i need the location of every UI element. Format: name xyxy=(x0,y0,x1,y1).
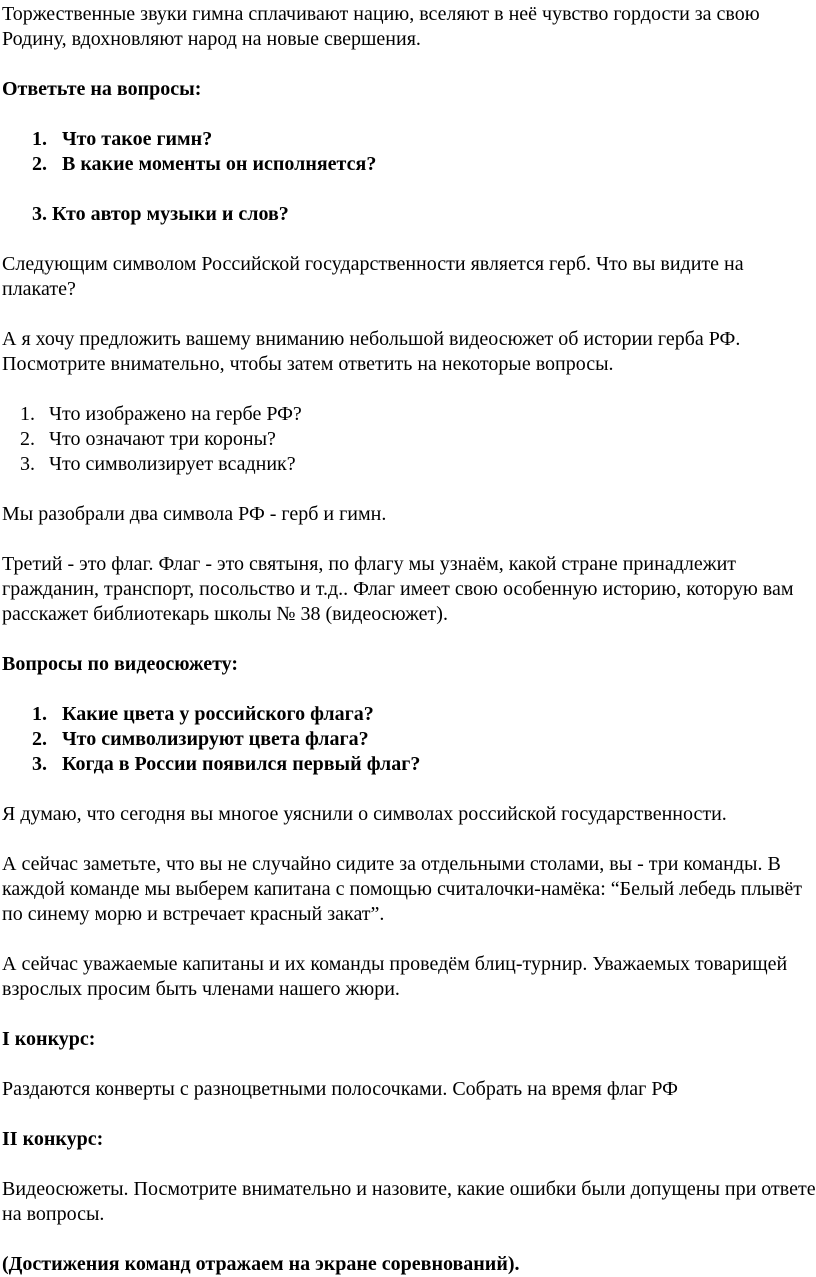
arms-questions-list xyxy=(2,402,816,477)
list-item: 3. Когда в России появился первый флаг? xyxy=(32,753,421,775)
paragraph-two-symbols: Мы разобрали два символа РФ - герб и гимн. xyxy=(2,503,387,525)
list-item: 3. Кто автор музыки и слов? xyxy=(32,203,289,225)
list-item: 1. Что такое гимн? xyxy=(32,128,213,150)
paragraph-achievements: (Достижения команд отражаем на экране соревнований). xyxy=(2,1253,520,1275)
paragraph-anthem: Торжественные звуки гимна сплачивают нацию, вселяют в неё чувство гордости за свою Родину, вдохновляют народ на новые свершения. xyxy=(2,3,760,50)
paragraph-blitz: А сейчас уважаемые капитаны и их команды проведём блиц-турнир. Уважаемых товарищей взрослых просим быть членами нашего жюри. xyxy=(2,953,788,1000)
list-item: 1. Какие цвета у российского флага? xyxy=(32,703,374,725)
heading-video-questions: Вопросы по видеосюжету: xyxy=(2,653,239,675)
paragraph-contest-1: Раздаются конверты с разноцветными полосочками. Собрать на время флаг РФ xyxy=(2,1078,678,1100)
list-item: 2. Что означают три короны? xyxy=(20,428,276,450)
paragraph-flag: Третий - это флаг. Флаг - это святыня, по флагу мы узнаём, какой стране принадлежит гражданин, транспорт, посольство и т.д.. Флаг имеет свою особенную историю, которую вам расскажет библиотекарь школы № 38 (видеосюжет). xyxy=(2,553,794,625)
heading-contest-2: II конкурс: xyxy=(2,1128,104,1150)
paragraph-summary: Я думаю, что сегодня вы многое уяснили о символах российской государственности. xyxy=(2,803,727,825)
paragraph-teams: А сейчас заметьте, что вы не случайно сидите за отдельными столами, вы - три команды. В каждой команде мы выберем капитана с помощью считалочки-намёка: “Белый лебедь плывёт по синему морю и встречает красный закат”. xyxy=(2,853,803,925)
flag-questions-list xyxy=(2,702,816,777)
anthem-questions-list xyxy=(2,127,816,177)
paragraph-coat-of-arms: Следующим символом Российской государственности является герб. Что вы видите на плакате? xyxy=(2,253,744,300)
list-item: 1. Что изображено на гербе РФ? xyxy=(20,403,302,425)
heading-answer-questions: Ответьте на вопросы: xyxy=(2,78,202,100)
list-item: 2. Что символизируют цвета флага? xyxy=(32,728,369,750)
list-item: 3. Что символизирует всадник? xyxy=(20,453,296,475)
heading-contest-1: I конкурс: xyxy=(2,1028,96,1050)
list-item: 2. В какие моменты он исполняется? xyxy=(32,153,377,175)
paragraph-video-arms: А я хочу предложить вашему вниманию небольшой видеосюжет об истории герба РФ. Посмотрите внимательно, чтобы затем ответить на некоторые вопросы. xyxy=(2,328,741,375)
paragraph-contest-2: Видеосюжеты. Посмотрите внимательно и назовите, какие ошибки были допущены при ответе на вопросы. xyxy=(2,1178,816,1225)
